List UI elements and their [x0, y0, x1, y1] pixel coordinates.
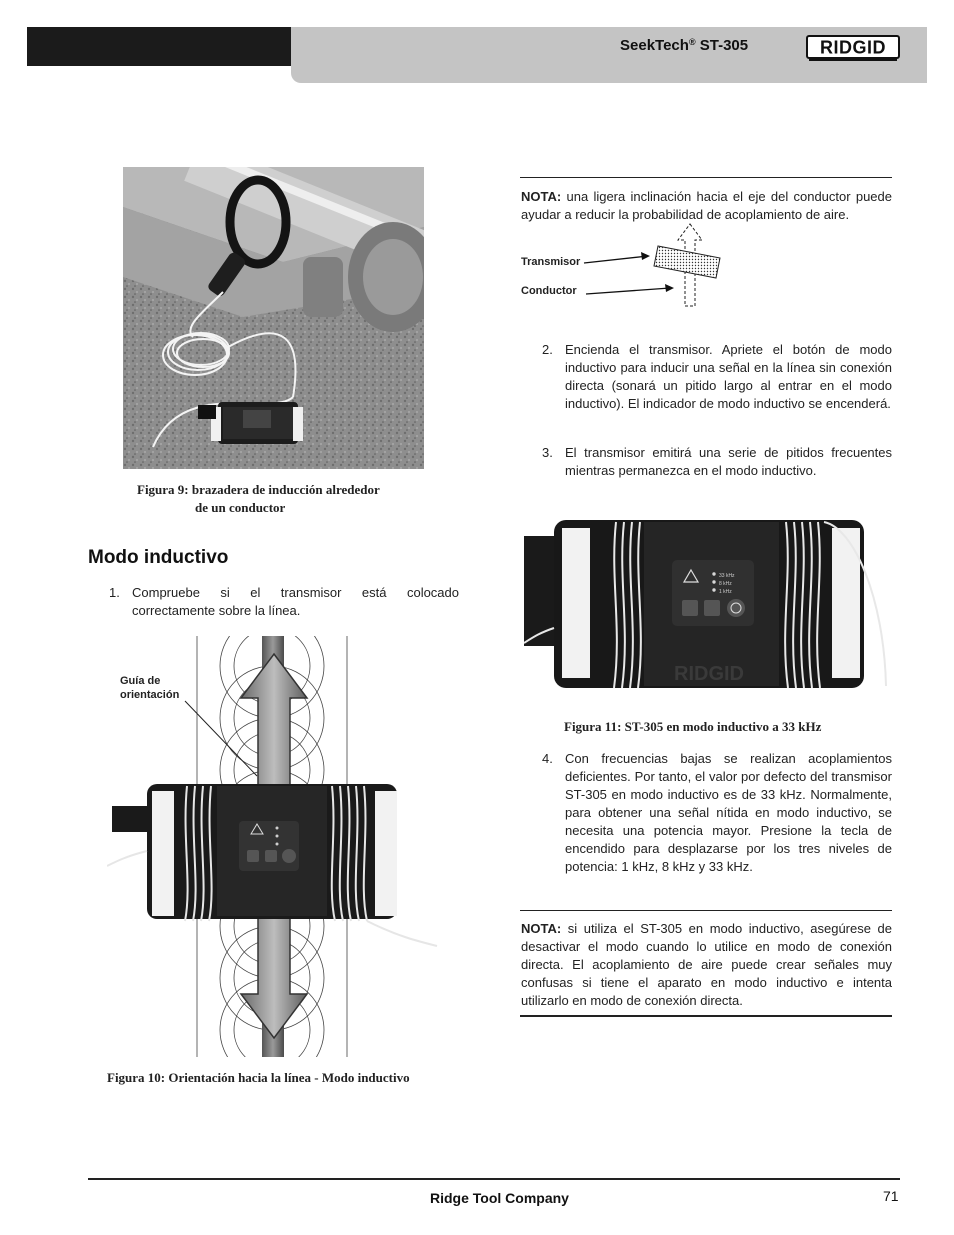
note2-top-rule: [520, 910, 892, 911]
step-4: [542, 750, 892, 876]
step-4-text: Con frecuencias bajas se realizan acoplamientos deficientes. Por tanto, el valor por defecto del transmisor ST-305 en modo inductivo es de 33 kHz. Normalmente, para obtener una señal nítida en modo inductivo, se necesita una potencia mayor. Presione la tecla de encendido para desplazarse por los tres niveles de potencia: 1 kHz, 8 kHz y 33 kHz.: [565, 751, 892, 874]
note2-text: si utiliza el ST-305 en modo inductivo, asegúrese de desactivar el modo cuando lo utilice en modo de conexión directa. El acoplamiento de aire puede crear señales muy confusas si tiene el aparato en modo inductivo e intenta utilizarlo en modo de conexión directa.: [521, 921, 892, 1008]
step-1-text: Compruebe si el transmisor está colocado correctamente sobre la línea.: [132, 585, 459, 618]
note1-label: NOTA:: [521, 189, 562, 204]
step-2-number: 2.: [542, 342, 553, 357]
svg-text:RIDGID: RIDGID: [820, 37, 886, 58]
figure10-label-line1: Guía de: [120, 675, 161, 687]
diagram-transmisor-label: Transmisor: [521, 256, 581, 268]
figure11-photo: [524, 518, 890, 690]
figure10-label: [120, 674, 179, 702]
page-number: 71: [883, 1188, 899, 1204]
svg-text:RIDGID: RIDGID: [674, 663, 744, 685]
note2-label: NOTA:: [521, 921, 562, 936]
section-title: Modo inductivo: [88, 547, 229, 568]
svg-text:1 kHz: 1 kHz: [719, 589, 732, 595]
note1: [521, 188, 892, 224]
figure10-caption: Figura 10: Orientación hacia la línea - Modo inductivo: [107, 1070, 410, 1085]
svg-text:33 kHz: 33 kHz: [719, 573, 735, 579]
step-2-text: Encienda el transmisor. Apriete el botón de modo inductivo para inducir una señal en la línea sin conexión directa (sonará un pitido largo al entrar en el modo inductivo). El indicador de modo inductivo se encenderá.: [565, 342, 892, 411]
note1-text: una ligera inclinación hacia el eje del conductor puede ayudar a reducir la probabilidad de acoplamiento de aire.: [521, 189, 892, 222]
step-1-number: 1.: [109, 585, 120, 600]
step-3: [542, 444, 892, 480]
figure9-caption-line1: Figura 9: brazadera de inducción alrededor: [137, 482, 380, 497]
svg-text:8 kHz: 8 kHz: [719, 581, 732, 587]
figure9-caption-line2: de un conductor: [195, 500, 286, 515]
note2-bottom-rule: [520, 1015, 892, 1017]
step-4-number: 4.: [542, 751, 553, 766]
diagram-conductor-label: Conductor: [521, 285, 577, 297]
ridgid-logo: [806, 34, 902, 62]
footer-rule: [88, 1178, 900, 1180]
step-2: [542, 341, 892, 413]
figure11-caption: Figura 11: ST-305 en modo inductivo a 33 kHz: [564, 719, 822, 734]
step-3-text: El transmisor emitirá una serie de pitidos frecuentes mientras permanezca en el modo inductivo.: [565, 445, 892, 478]
footer-company: Ridge Tool Company: [430, 1190, 569, 1206]
header-dark-bar: [27, 27, 291, 66]
figure10-label-line2: orientación: [120, 689, 180, 701]
step-3-number: 3.: [542, 445, 553, 460]
figure9-photo: [123, 167, 424, 469]
header-product-title: SeekTech® ST-305: [620, 37, 749, 54]
note2: [521, 920, 892, 1010]
note1-top-rule: [520, 177, 892, 178]
inclination-diagram: [580, 222, 730, 310]
step-1: [109, 584, 459, 620]
